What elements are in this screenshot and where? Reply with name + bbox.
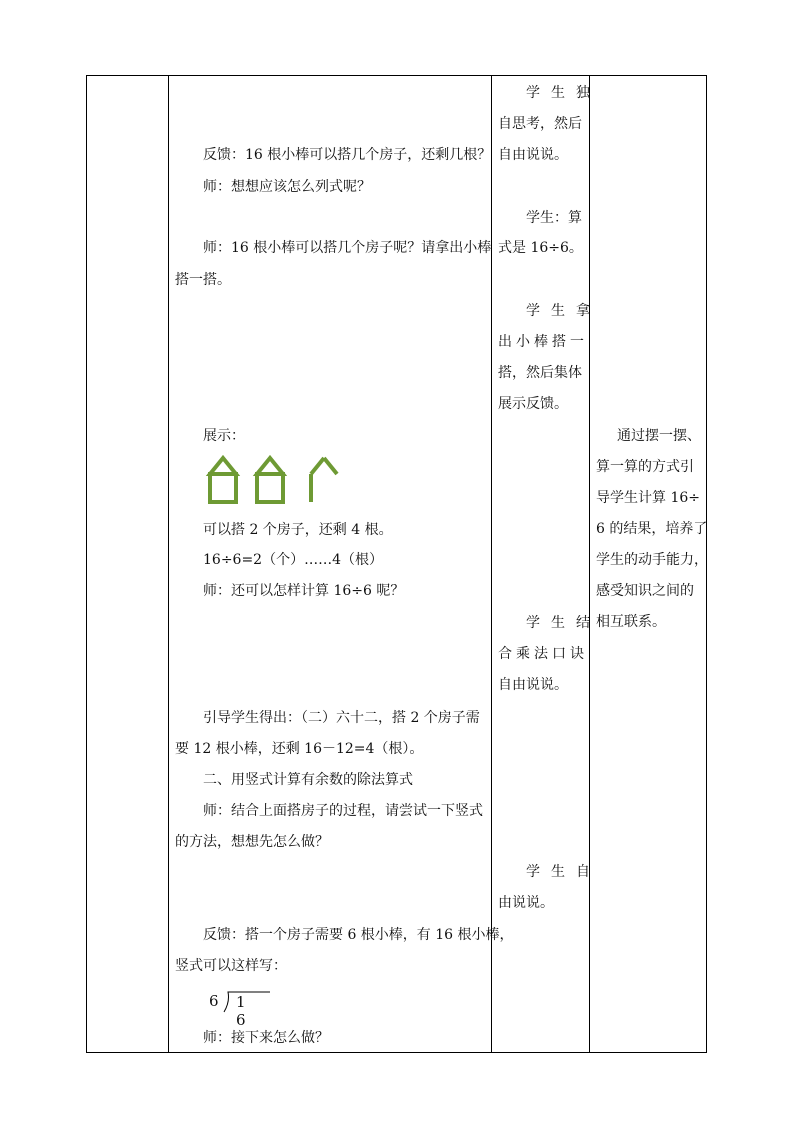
column-divider-3 xyxy=(589,75,590,1053)
guide-line-2: 要 12 根小棒，还剩 16－12=4（根）。 xyxy=(175,741,424,757)
column-divider-2 xyxy=(491,75,492,1053)
student-note-4-line3: 自由说说。 xyxy=(498,677,568,693)
student-note-1-line3: 自由说说。 xyxy=(498,147,568,163)
teacher-prompt-vertical-line1: 师：结合上面搭房子的过程，请尝试一下竖式 xyxy=(203,803,483,819)
feedback-question: 反馈：16 根小棒可以搭几个房子，还剩几根？ xyxy=(203,147,492,163)
intent-line-3: 导学生计算 16÷ xyxy=(596,490,700,506)
teacher-prompt-vertical-line2: 的方法，想想先怎么做？ xyxy=(175,834,329,850)
teacher-prompt-next: 师：接下来怎么做？ xyxy=(203,1030,329,1046)
student-note-5-line2: 由说说。 xyxy=(498,895,554,911)
student-note-3-line2: 出小棒搭一 xyxy=(498,334,588,350)
intent-line-1: 通过摆一摆、 xyxy=(617,428,701,444)
stick-house-partial xyxy=(311,458,337,502)
student-note-3-line3: 搭，然后集体 xyxy=(498,365,582,381)
student-note-1-line2: 自思考，然后 xyxy=(498,116,582,132)
column-divider-1 xyxy=(168,75,169,1053)
feedback-vertical-line1: 反馈：搭一个房子需要 6 根小棒，有 16 根小棒， xyxy=(203,927,514,943)
student-note-2-line2: 式是 16÷6。 xyxy=(498,240,583,256)
intent-line-6: 感受知识之间的 xyxy=(596,583,694,599)
student-note-4-line2: 合乘法口诀 xyxy=(498,646,588,662)
stick-houses-figure xyxy=(203,452,348,508)
stick-house-2 xyxy=(257,458,283,502)
student-note-4-line1: 学生结 xyxy=(526,615,601,631)
student-note-1-line1: 学生独 xyxy=(526,85,601,101)
intent-line-2: 算一算的方式引 xyxy=(596,459,694,475)
divisor: 6 xyxy=(209,992,219,1010)
stick-house-1 xyxy=(210,458,236,502)
section-heading: 二、用竖式计算有余数的除法算式 xyxy=(203,772,413,788)
intent-line-7: 相互联系。 xyxy=(596,614,666,630)
result-statement: 可以搭 2 个房子，还剩 4 根。 xyxy=(203,522,393,538)
student-note-3-line4: 展示反馈。 xyxy=(498,396,568,412)
intent-line-4: 6 的结果，培养了 xyxy=(596,521,708,537)
division-equation: 16÷6=2（个）……4（根） xyxy=(203,552,383,568)
teacher-prompt-other-method: 师：还可以怎样计算 16÷6 呢？ xyxy=(203,583,405,599)
intent-line-5: 学生的动手能力， xyxy=(596,552,708,568)
student-note-3-line1: 学生拿 xyxy=(526,303,601,319)
teacher-prompt-equation: 师：想想应该怎么列式呢？ xyxy=(203,179,371,195)
student-note-5-line1: 学生自 xyxy=(526,864,601,880)
feedback-vertical-line2: 竖式可以这样写： xyxy=(175,958,287,974)
teacher-prompt-build-line1: 师：16 根小棒可以搭几个房子呢？请拿出小棒 xyxy=(203,240,492,256)
show-label: 展示： xyxy=(203,428,245,444)
teacher-prompt-build-line2: 搭一搭。 xyxy=(175,272,231,288)
guide-line-1: 引导学生得出：（二）六十二，搭 2 个房子需 xyxy=(203,710,480,726)
dividend: 1 6 xyxy=(236,993,249,1029)
student-note-2-line1: 学生：算 xyxy=(526,210,582,226)
